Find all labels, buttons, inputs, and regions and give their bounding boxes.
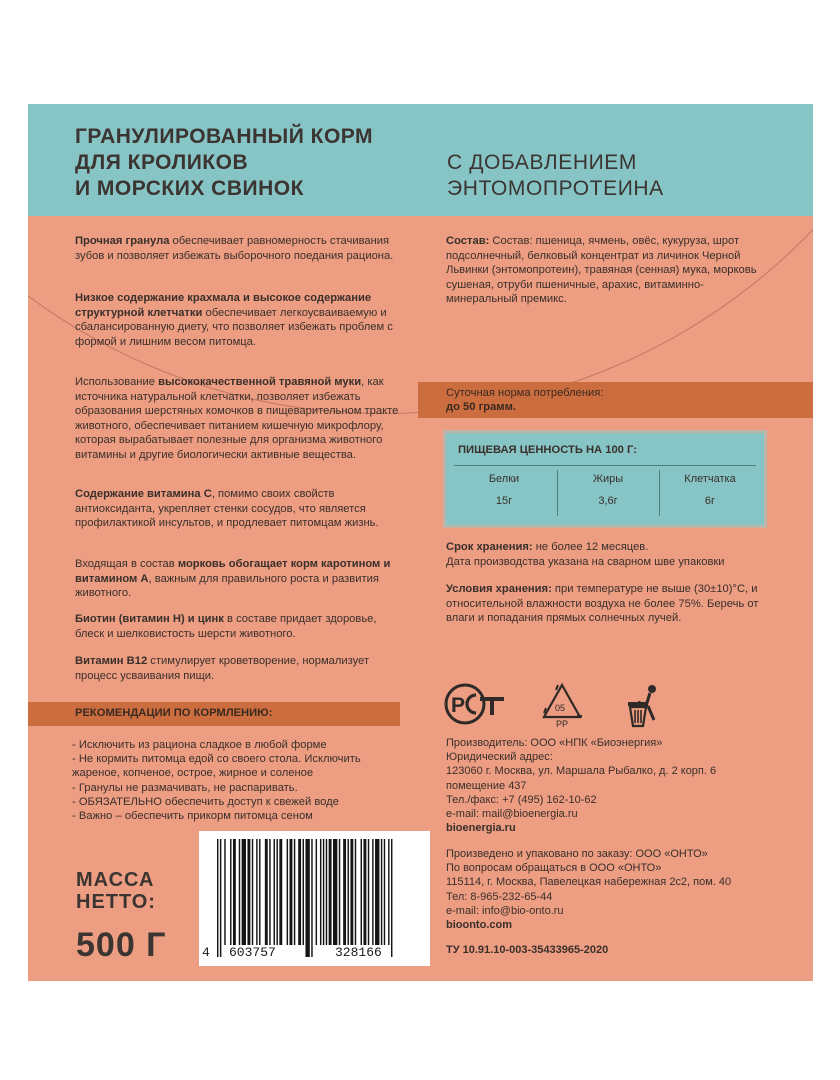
benefit-bold: Низкое содержание крахмала и высокое содержание структурной клетчатки xyxy=(75,292,372,319)
benefit-bold: Прочная гранула xyxy=(75,235,170,247)
benefit-starch xyxy=(75,291,400,349)
nutrition-col-fat xyxy=(558,469,658,517)
recommendation-item: - Гранулы не размачивать, не распаривать. xyxy=(72,781,298,794)
packer-info xyxy=(446,847,731,932)
barcode-digits-left: 603757 xyxy=(229,945,276,960)
shelf-label: Срок хранения: xyxy=(446,541,533,553)
recommendation-item: - ОБЯЗАТЕЛЬНО обеспечить доступ к свежей воде xyxy=(72,795,339,808)
certification-icons xyxy=(442,680,662,740)
barcode-digits-right: 328166 xyxy=(335,945,382,960)
shelf-life xyxy=(446,540,786,569)
packer-line: e-mail: info@bio-onto.ru xyxy=(446,904,564,917)
subtitle-line: ЭНТОМОПРОТЕИНА xyxy=(447,177,664,200)
barcode xyxy=(199,831,430,966)
recommendation-item: - Исключить из рациона сладкое в любой форме xyxy=(72,739,327,751)
packer-line: Тел: 8-965-232-65-44 xyxy=(446,890,553,903)
mass-line: НЕТТО: xyxy=(76,891,156,913)
pct-certification-icon xyxy=(446,685,504,723)
recommendations-list xyxy=(72,738,392,823)
benefit-text: Использование xyxy=(75,376,159,388)
manufacturer-line: e-mail: mail@bioenergia.ru xyxy=(446,808,578,821)
benefit-b12 xyxy=(75,654,400,683)
title-line: ГРАНУЛИРОВАННЫЙ КОРМ xyxy=(75,125,374,148)
conditions-label: Условия хранения: xyxy=(446,583,552,595)
daily-norm-label: Суточная норма потребления: xyxy=(446,387,604,399)
manufacturer-line: Производитель: ООО «НПК «Биоэнергия» xyxy=(446,737,663,749)
product-title xyxy=(75,124,373,202)
shelf-text-2: Дата производства указана на сварном шве упаковки xyxy=(446,555,725,568)
nutrition-title: ПИЩЕВАЯ ЦЕННОСТЬ НА 100 Г: xyxy=(458,444,637,456)
nutrient-value: 6г xyxy=(704,495,716,507)
packer-line: Произведено и упаковано по заказу: ООО «ОНТО» xyxy=(446,848,708,860)
recommendations-title: РЕКОМЕНДАЦИИ ПО КОРМЛЕНИЮ: xyxy=(75,707,273,719)
nutrition-col-fiber xyxy=(660,469,760,517)
svg-text:PP: PP xyxy=(556,719,569,729)
benefit-bold: морковь обогащает корм каротином и витамином А xyxy=(75,558,391,585)
benefit-text: стимулирует кроветворение, нормализует процесс усваивания пищи. xyxy=(75,655,370,682)
title-line: ДЛЯ КРОЛИКОВ xyxy=(75,151,249,174)
shelf-text: не более 12 месяцев. xyxy=(532,541,649,553)
nutrition-divider xyxy=(454,465,756,466)
benefit-bold: Биотин (витамин Н) и цинк xyxy=(75,613,224,625)
recommendation-item: жареное, копченое, острое, жирное и соленое xyxy=(72,767,314,780)
packer-line: 115114, г. Москва, Павелецкая набережная 2с2, пом. 40 xyxy=(446,876,732,889)
nutrient-name: Жиры xyxy=(592,473,624,485)
benefit-carrot xyxy=(75,557,400,601)
benefit-text: , важным для правильного роста и развития животного. xyxy=(75,572,379,599)
benefit-text: Входящая в состав xyxy=(75,558,178,570)
daily-norm-value: до 50 грамм. xyxy=(446,401,516,413)
benefit-text: обеспечивает легкоусваиваемую и сбалансированную диету, что позволяет избежать проблем с формой и лишним весом питомца. xyxy=(75,306,393,348)
product-subtitle xyxy=(447,150,664,202)
mass-line: МАССА xyxy=(76,869,155,891)
manufacturer-line: Юридический адрес: xyxy=(446,751,553,764)
benefit-text: , помимо своих свойств антиоксиданта, укрепляет стенки сосудов, что является профилактикой инсультов, и продлевает питомцам жизнь. xyxy=(75,488,379,529)
barcode-digit-first: 4 xyxy=(202,945,210,960)
daily-norm-bar xyxy=(418,382,813,418)
benefit-bold: Содержание витамина С xyxy=(75,488,212,500)
storage-conditions xyxy=(446,582,786,626)
recommendations-bar xyxy=(28,702,400,726)
benefit-granule xyxy=(75,234,400,263)
title-line: И МОРСКИХ СВИНОК xyxy=(75,177,304,200)
packer-line: По вопросам обращаться в ООО «ОНТО» xyxy=(446,862,662,875)
conditions-text: при температуре не выше (30±10)°С, и относительной влажности воздуха не более 75%. Беречь от влаги и попадания прямых солнечных лучей. xyxy=(446,583,759,624)
benefit-vitamin-c xyxy=(75,487,400,531)
nutrition-col-protein xyxy=(454,469,554,517)
nutrient-name: Клетчатка xyxy=(684,473,736,485)
daily-norm xyxy=(446,386,603,414)
recycle-pp-icon xyxy=(544,685,582,729)
benefit-bold: высококачественной травяной муки xyxy=(158,376,362,388)
manufacturer-line: 123060 г. Москва, ул. Маршала Рыбалко, д. 2 корп. 6 xyxy=(446,765,717,778)
composition-text: Состав: пшеница, ячмень, овёс, кукуруза, шрот подсолнечный, белковый концентрат из личинок Черной Львинки (энтомопротеин), травяная (сенная) мука, морковь сушеная, отруби пшеничные, арахис, витаминно-минеральный премикс. xyxy=(446,235,757,305)
technical-standard: ТУ 10.91.10-003-35433965-2020 xyxy=(446,944,609,956)
recommendation-item: - Не кормить питомца едой со своего стола. Исключить xyxy=(72,753,361,766)
nutrient-name: Белки xyxy=(488,473,520,485)
manufacturer-info xyxy=(446,736,716,835)
nutrient-value: 3,6г xyxy=(598,495,618,507)
recommendation-item: - Важно – обеспечить прикорм питомца сеном xyxy=(72,810,313,823)
composition xyxy=(446,234,771,307)
manufacturer-line: помещение 437 xyxy=(446,779,527,792)
packer-site: bioonto.com xyxy=(446,919,512,932)
net-mass-label xyxy=(76,869,156,913)
net-weight: 500 Г xyxy=(76,926,167,964)
svg-text:05: 05 xyxy=(555,703,566,713)
benefit-text: в составе придает здоровье, блеск и шелковистость шерсти животного. xyxy=(75,613,377,640)
manufacturer-line: Тел./факс: +7 (495) 162-10-62 xyxy=(446,793,597,806)
svg-text:Р: Р xyxy=(451,694,466,717)
nutrition-table xyxy=(446,433,764,525)
benefit-flour xyxy=(75,375,400,462)
subtitle-line: С ДОБАВЛЕНИЕМ xyxy=(447,151,638,174)
benefit-biotin xyxy=(75,612,400,641)
composition-label: Состав: xyxy=(446,235,490,247)
label-panel xyxy=(28,104,813,981)
header-band xyxy=(28,104,813,216)
benefit-text: , как источника натуральной клетчатки, позволяет избежать образования шерстяных комочков в пищеварительном тракте животного, обеспечивает питанием кишечную микрофлору, которая вырабатывает полезные для организма животного витамины и другие биологически активные вещества. xyxy=(75,376,399,461)
benefit-text: обеспечивает равномерность стачивания зубов и позволяет избежать выборочного поедания рациона. xyxy=(75,235,394,262)
trash-bin-icon xyxy=(628,685,656,726)
nutrient-value: 15г xyxy=(495,495,513,507)
manufacturer-site: bioenergia.ru xyxy=(446,822,516,835)
benefit-bold: Витамин В12 xyxy=(75,655,148,667)
